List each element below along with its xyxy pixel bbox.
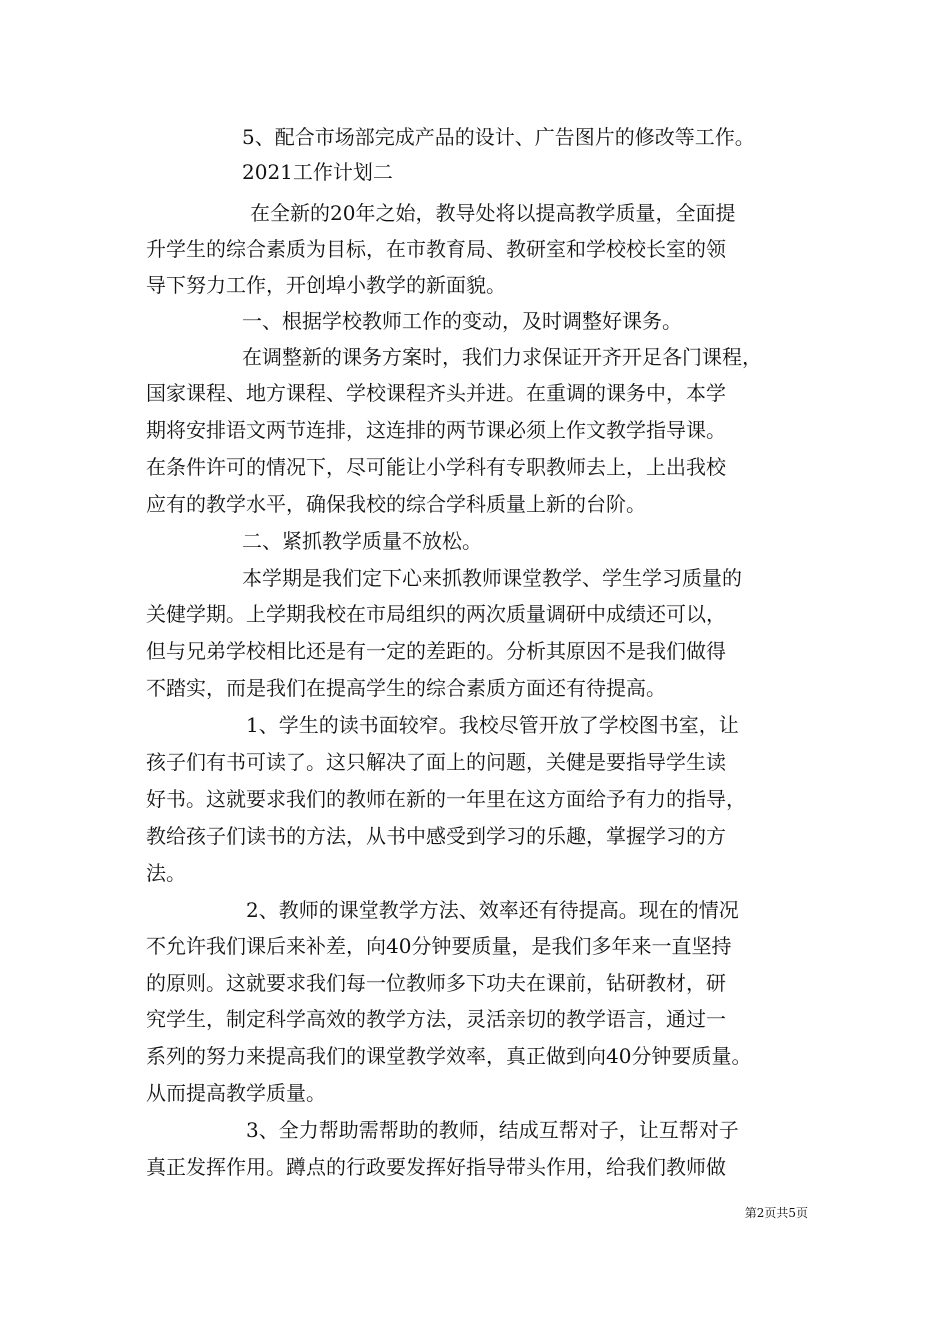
paragraph-line: 应有的教学水平，确保我校的综合学科质量上新的台阶。: [146, 492, 646, 516]
paragraph-line: 本学期是我们定下心来抓教师课堂教学、学生学习质量的: [242, 566, 742, 590]
paragraph-line: 究学生，制定科学高效的教学方法，灵活亲切的教学语言，通过一: [146, 1007, 726, 1031]
paragraph-line: 教给孩子们读书的方法，从书中感受到学习的乐趣，掌握学习的方: [146, 824, 726, 848]
paragraph-line: 系列的努力来提高我们的课堂教学效率，真正做到向40分钟要质量。: [146, 1044, 752, 1068]
paragraph-line: 孩子们有书可读了。这只解决了面上的问题，关健是要指导学生读: [146, 750, 726, 774]
paragraph-line: 不允许我们课后来补差，向40分钟要质量，是我们多年来一直坚持: [146, 934, 732, 958]
subheading-line: 二、紧抓教学质量不放松。: [242, 529, 482, 553]
paragraph-line: 不踏实，而是我们在提高学生的综合素质方面还有待提高。: [146, 676, 666, 700]
paragraph-line: 升学生的综合素质为目标，在市教育局、教研室和学校校长室的领: [146, 237, 726, 261]
paragraph-line: 在全新的20年之始，教导处将以提高教学质量，全面提: [250, 201, 736, 225]
paragraph-line: 在条件许可的情况下，尽可能让小学科有专职教师去上，上出我校: [146, 455, 726, 479]
paragraph-line: 的原则。这就要求我们每一位教师多下功夫在课前，钻研教材，研: [146, 971, 726, 995]
section-heading: 2021工作计划二: [242, 160, 393, 184]
paragraph-line: 国家课程、地方课程、学校课程齐头并进。在重调的课务中，本学: [146, 381, 726, 405]
page-number: 第2页共5页: [744, 1206, 808, 1220]
paragraph-line: 1、学生的读书面较窄。我校尽管开放了学校图书室，让: [246, 713, 739, 737]
paragraph-line: 真正发挥作用。蹲点的行政要发挥好指导带头作用，给我们教师做: [146, 1155, 726, 1179]
paragraph-line: 从而提高教学质量。: [146, 1081, 326, 1105]
paragraph-line: 2、教师的课堂教学方法、效率还有待提高。现在的情况: [246, 898, 739, 922]
paragraph-line: 法。: [146, 861, 186, 885]
subheading-line: 一、根据学校教师工作的变动，及时调整好课务。: [242, 309, 682, 333]
paragraph-line: 导下努力工作，开创埠小教学的新面貌。: [146, 273, 506, 297]
paragraph-line: 5、配合市场部完成产品的设计、广告图片的修改等工作。: [242, 125, 755, 149]
paragraph-line: 关健学期。上学期我校在市局组织的两次质量调研中成绩还可以，: [146, 602, 726, 626]
paragraph-line: 好书。这就要求我们的教师在新的一年里在这方面给予有力的指导，: [146, 787, 746, 811]
paragraph-line: 期将安排语文两节连排，这连排的两节课必须上作文教学指导课。: [146, 418, 726, 442]
paragraph-line: 但与兄弟学校相比还是有一定的差距的。分析其原因不是我们做得: [146, 639, 726, 663]
paragraph-line: 在调整新的课务方案时，我们力求保证开齐开足各门课程，: [242, 345, 762, 369]
paragraph-line: 3、全力帮助需帮助的教师，结成互帮对子，让互帮对子: [246, 1118, 739, 1142]
